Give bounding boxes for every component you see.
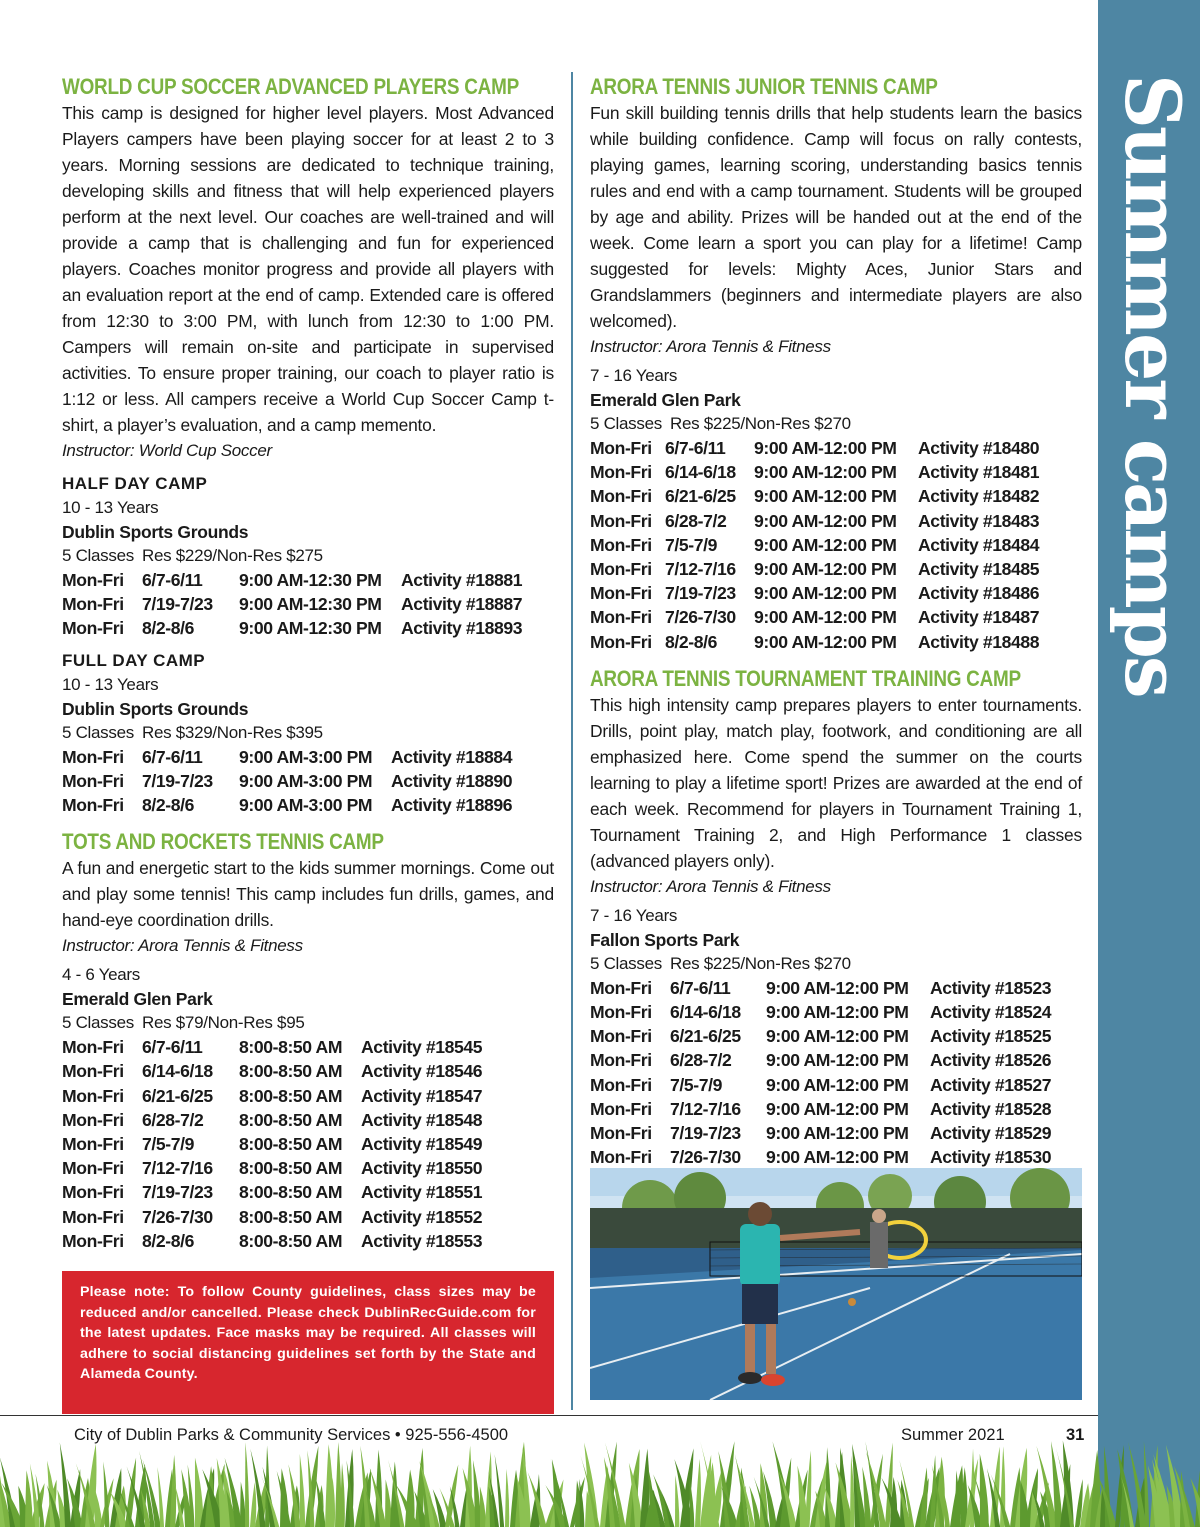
- half-day-camp: [62, 472, 554, 641]
- full-day-ages: 10 - 13 Years: [62, 674, 159, 694]
- schedule-dates: 6/28-7/2: [665, 510, 727, 531]
- schedule-time: 8:00-8:50 AM: [239, 1061, 343, 1082]
- tournament-camp-section: [590, 666, 1082, 1194]
- schedule-time: 8:00-8:50 AM: [239, 1085, 343, 1106]
- schedule-dates: 6/14-6/18: [670, 1002, 741, 1023]
- schedule-dates: 7/19-7/23: [142, 770, 213, 791]
- schedule-row: [62, 769, 554, 793]
- schedule-row: [62, 1180, 554, 1204]
- schedule-dates: 8/2-8/6: [665, 631, 717, 652]
- soccer-camp-title: WORLD CUP SOCCER ADVANCED PLAYERS CAMP: [62, 74, 519, 99]
- schedule-dates: 6/7-6/11: [142, 1037, 203, 1058]
- tots-camp-location: Emerald Glen Park: [62, 989, 213, 1010]
- sidebar-title: Summer camps: [1108, 74, 1197, 696]
- schedule-row: [590, 533, 1082, 557]
- schedule-time: 8:00-8:50 AM: [239, 1182, 343, 1203]
- schedule-dates: 7/19-7/23: [665, 583, 736, 604]
- schedule-days: Mon-Fri: [590, 462, 652, 483]
- schedule-days: Mon-Fri: [590, 631, 652, 652]
- schedule-activity: Activity #18523: [930, 977, 1052, 998]
- schedule-days: Mon-Fri: [590, 559, 652, 580]
- schedule-days: Mon-Fri: [590, 1026, 652, 1047]
- schedule-row: [590, 484, 1082, 508]
- schedule-days: Mon-Fri: [590, 977, 652, 998]
- schedule-dates: 7/5-7/9: [665, 534, 717, 555]
- junior-camp-ages: 7 - 16 Years: [590, 366, 678, 385]
- soccer-camp-section: [62, 74, 554, 817]
- half-day-fee: Res $229/Non-Res $275: [142, 546, 323, 565]
- schedule-time: 9:00 AM-12:00 PM: [754, 583, 897, 604]
- schedule-days: Mon-Fri: [590, 1098, 652, 1119]
- schedule-days: Mon-Fri: [590, 583, 652, 604]
- schedule-time: 9:00 AM-12:00 PM: [754, 486, 897, 507]
- right-column: [590, 70, 1082, 1194]
- schedule-dates: 7/12-7/16: [665, 559, 736, 580]
- schedule-row: [590, 1145, 1082, 1169]
- schedule-activity: Activity #18552: [361, 1206, 483, 1227]
- schedule-row: [590, 630, 1082, 654]
- schedule-row: [62, 745, 554, 769]
- schedule-time: 9:00 AM-12:00 PM: [766, 977, 909, 998]
- schedule-dates: 7/12-7/16: [670, 1098, 741, 1119]
- schedule-time: 8:00-8:50 AM: [239, 1037, 343, 1058]
- schedule-activity: Activity #18553: [361, 1230, 483, 1251]
- schedule-days: Mon-Fri: [62, 594, 124, 615]
- schedule-time: 8:00-8:50 AM: [239, 1109, 343, 1130]
- half-day-fee-line: [62, 544, 554, 568]
- schedule-activity: Activity #18551: [361, 1182, 483, 1203]
- schedule-time: 9:00 AM-12:00 PM: [754, 510, 897, 531]
- schedule-row: [62, 592, 554, 616]
- schedule-time: 8:00-8:50 AM: [239, 1230, 343, 1251]
- full-day-schedule: [62, 745, 554, 818]
- schedule-time: 9:00 AM-12:00 PM: [754, 534, 897, 555]
- full-day-camp: [62, 649, 554, 818]
- tots-camp-instructor: Instructor: Arora Tennis & Fitness: [62, 936, 303, 956]
- schedule-row: [590, 509, 1082, 533]
- schedule-row: [62, 1156, 554, 1180]
- schedule-activity: Activity #18486: [918, 583, 1040, 604]
- schedule-row: [62, 1205, 554, 1229]
- schedule-time: 9:00 AM-12:30 PM: [239, 618, 382, 639]
- schedule-dates: 6/7-6/11: [142, 746, 203, 767]
- full-day-fee: Res $329/Non-Res $395: [142, 722, 323, 742]
- schedule-time: 9:00 AM-12:30 PM: [239, 570, 382, 590]
- schedule-time: 9:00 AM-3:00 PM: [239, 746, 373, 767]
- schedule-days: Mon-Fri: [62, 1182, 124, 1203]
- schedule-days: Mon-Fri: [62, 1061, 124, 1082]
- page-number: 31: [1066, 1426, 1085, 1444]
- schedule-activity: Activity #18896: [391, 795, 513, 816]
- schedule-dates: 6/21-6/25: [142, 1085, 213, 1106]
- schedule-dates: 6/21-6/25: [665, 486, 736, 507]
- soccer-camp-instructor: Instructor: World Cup Soccer: [62, 441, 272, 460]
- half-day-schedule: [62, 568, 554, 641]
- schedule-days: Mon-Fri: [62, 1085, 124, 1106]
- schedule-days: Mon-Fri: [62, 1230, 124, 1251]
- schedule-activity: Activity #18549: [361, 1134, 483, 1155]
- schedule-row: [590, 605, 1082, 629]
- schedule-days: Mon-Fri: [590, 534, 652, 555]
- schedule-row: [590, 436, 1082, 460]
- tournament-camp-description: This high intensity camp prepares players to enter tournaments. Drills, point play, match play, footwork, and conditioning are all emphasized here. Come spend the summer on the courts learning to play a lifetime sport! Prizes are awarded at the end of each week. Recommend for players in Tournament Training 1, Tournament Training 2, and High Performance 1 classes (advanced players only).: [590, 694, 1082, 871]
- tots-camp-fee-line: [62, 1011, 554, 1035]
- schedule-dates: 6/7-6/11: [670, 977, 731, 998]
- junior-camp-description: Fun skill building tennis drills that help students learn the basics while building confidence. Camp will focus on rally contests, playing games, learning scoring, understanding basics tennis rules and end with a camp tournament. Students will be grouped by age and ability. Prizes will be handed out at the end of the week. Come learn a sport you can play for a lifetime! Camp suggested for levels: Mighty Aces, Junior Stars and Grandslammers (beginners and intermediate players are also welcomed).: [590, 103, 1082, 331]
- schedule-row: [62, 793, 554, 817]
- schedule-dates: 6/7-6/11: [142, 570, 203, 590]
- schedule-activity: Activity #18548: [361, 1109, 483, 1130]
- full-day-heading: FULL DAY CAMP: [62, 650, 206, 670]
- schedule-time: 9:00 AM-12:00 PM: [766, 1147, 909, 1168]
- schedule-days: Mon-Fri: [62, 1158, 124, 1179]
- junior-camp-classes: 5 Classes: [590, 414, 662, 433]
- schedule-row: [62, 1059, 554, 1083]
- schedule-time: 9:00 AM-12:00 PM: [766, 1026, 909, 1047]
- schedule-dates: 8/2-8/6: [142, 618, 194, 639]
- schedule-days: Mon-Fri: [590, 607, 652, 628]
- schedule-time: 9:00 AM-12:30 PM: [239, 594, 382, 615]
- schedule-dates: 7/5-7/9: [670, 1074, 722, 1095]
- schedule-activity: Activity #18881: [401, 570, 523, 590]
- schedule-dates: 6/28-7/2: [670, 1050, 732, 1071]
- schedule-time: 9:00 AM-12:00 PM: [766, 1123, 909, 1144]
- tournament-camp-title: ARORA TENNIS TOURNAMENT TRAINING CAMP: [590, 665, 1021, 691]
- schedule-time: 8:00-8:50 AM: [239, 1134, 343, 1155]
- schedule-time: 9:00 AM-12:00 PM: [754, 631, 897, 652]
- schedule-days: Mon-Fri: [590, 486, 652, 507]
- schedule-activity: Activity #18887: [401, 594, 523, 615]
- tennis-photo: [590, 1168, 1082, 1400]
- junior-camp-fee: Res $225/Non-Res $270: [670, 414, 851, 433]
- schedule-activity: Activity #18488: [918, 631, 1040, 652]
- schedule-time: 9:00 AM-12:00 PM: [754, 438, 897, 458]
- schedule-activity: Activity #18527: [930, 1074, 1052, 1095]
- schedule-row: [62, 616, 554, 640]
- schedule-days: Mon-Fri: [62, 570, 124, 590]
- half-day-heading: HALF DAY CAMP: [62, 474, 208, 493]
- schedule-dates: 7/26-7/30: [142, 1206, 213, 1227]
- junior-camp-schedule: [590, 436, 1082, 654]
- tennis-photo-illustration: [590, 1168, 1082, 1400]
- schedule-days: Mon-Fri: [62, 1206, 124, 1227]
- junior-camp-location: Emerald Glen Park: [590, 390, 741, 410]
- schedule-days: Mon-Fri: [590, 1002, 652, 1023]
- schedule-row: [590, 1097, 1082, 1121]
- schedule-dates: 6/14-6/18: [142, 1061, 213, 1082]
- schedule-row: [590, 460, 1082, 484]
- schedule-activity: Activity #18526: [930, 1050, 1052, 1071]
- schedule-time: 9:00 AM-3:00 PM: [239, 795, 373, 816]
- schedule-activity: Activity #18481: [918, 462, 1040, 483]
- junior-camp-section: [590, 74, 1082, 654]
- schedule-activity: Activity #18528: [930, 1098, 1052, 1119]
- schedule-activity: Activity #18525: [930, 1026, 1052, 1047]
- schedule-time: 8:00-8:50 AM: [239, 1206, 343, 1227]
- schedule-days: Mon-Fri: [62, 1109, 124, 1130]
- covid-notice: Please note: To follow County guidelines, class sizes may be reduced and/or cancelled. Please check DublinRecGuide.com for the latest updates. Face masks may be required. All classes will adhere to social distancing guidelines set forth by the State and Alameda County.: [62, 1271, 554, 1414]
- tots-camp-fee: Res $79/Non-Res $95: [142, 1013, 305, 1033]
- tots-camp-classes: 5 Classes: [62, 1013, 134, 1033]
- schedule-activity: Activity #18546: [361, 1061, 483, 1082]
- tots-camp-ages: 4 - 6 Years: [62, 965, 140, 985]
- half-day-classes: 5 Classes: [62, 546, 134, 565]
- footer-rule: [0, 1415, 1098, 1416]
- schedule-dates: 6/7-6/11: [665, 438, 726, 458]
- schedule-time: 9:00 AM-3:00 PM: [239, 770, 373, 791]
- schedule-row: [62, 568, 554, 592]
- schedule-row: [62, 1229, 554, 1253]
- schedule-activity: Activity #18550: [361, 1158, 483, 1179]
- schedule-activity: Activity #18890: [391, 770, 513, 791]
- tots-camp-section: [62, 829, 554, 1253]
- schedule-activity: Activity #18545: [361, 1037, 483, 1058]
- tots-camp-description: A fun and energetic start to the kids summer mornings. Come out and play some tennis! This camp includes fun drills, games, and hand-eye coordination drills.: [62, 858, 554, 931]
- schedule-activity: Activity #18547: [361, 1085, 483, 1106]
- schedule-time: 9:00 AM-12:00 PM: [754, 559, 897, 580]
- schedule-row: [590, 557, 1082, 581]
- junior-camp-fee-line: [590, 412, 1082, 436]
- schedule-row: [62, 1035, 554, 1059]
- schedule-dates: 7/12-7/16: [142, 1158, 213, 1179]
- full-day-fee-line: [62, 721, 554, 745]
- schedule-days: Mon-Fri: [590, 438, 652, 458]
- schedule-time: 9:00 AM-12:00 PM: [754, 462, 897, 483]
- schedule-activity: Activity #18893: [401, 618, 523, 639]
- schedule-dates: 7/19-7/23: [670, 1123, 741, 1144]
- schedule-dates: 7/5-7/9: [142, 1134, 194, 1155]
- schedule-time: 9:00 AM-12:00 PM: [766, 1074, 909, 1095]
- schedule-activity: Activity #18482: [918, 486, 1040, 507]
- schedule-days: Mon-Fri: [590, 1074, 652, 1095]
- schedule-time: 9:00 AM-12:00 PM: [766, 1050, 909, 1071]
- schedule-row: [590, 1121, 1082, 1145]
- schedule-dates: 6/14-6/18: [665, 462, 736, 483]
- full-day-location: Dublin Sports Grounds: [62, 698, 249, 719]
- grass-decoration: [0, 1440, 1200, 1527]
- schedule-days: Mon-Fri: [62, 618, 124, 639]
- schedule-activity: Activity #18484: [918, 534, 1040, 555]
- schedule-dates: 8/2-8/6: [142, 795, 194, 816]
- schedule-row: [62, 1084, 554, 1108]
- schedule-activity: Activity #18480: [918, 438, 1040, 458]
- schedule-time: 9:00 AM-12:00 PM: [754, 607, 897, 628]
- schedule-time: 8:00-8:50 AM: [239, 1158, 343, 1179]
- schedule-days: Mon-Fri: [590, 1147, 652, 1168]
- half-day-location: Dublin Sports Grounds: [62, 522, 249, 542]
- half-day-ages: 10 - 13 Years: [62, 498, 159, 517]
- schedule-row: [62, 1108, 554, 1132]
- schedule-row: [590, 1024, 1082, 1048]
- schedule-days: Mon-Fri: [590, 510, 652, 531]
- column-divider: [571, 72, 573, 1410]
- tournament-camp-classes: 5 Classes: [590, 953, 662, 973]
- footer-season: Summer 2021: [901, 1426, 1005, 1444]
- schedule-activity: Activity #18530: [930, 1147, 1052, 1168]
- schedule-dates: 6/21-6/25: [670, 1026, 741, 1047]
- tournament-camp-instructor: Instructor: Arora Tennis & Fitness: [590, 876, 831, 896]
- schedule-row: [590, 1048, 1082, 1072]
- schedule-activity: Activity #18529: [930, 1123, 1052, 1144]
- schedule-dates: 8/2-8/6: [142, 1230, 194, 1251]
- tournament-camp-schedule: [590, 976, 1082, 1194]
- schedule-row: [62, 1132, 554, 1156]
- schedule-activity: Activity #18485: [918, 559, 1040, 580]
- full-day-classes: 5 Classes: [62, 722, 134, 742]
- schedule-activity: Activity #18487: [918, 607, 1040, 628]
- tournament-camp-fee-line: [590, 952, 1082, 976]
- schedule-time: 9:00 AM-12:00 PM: [766, 1002, 909, 1023]
- footer-org: City of Dublin Parks & Community Services • 925-556-4500: [74, 1426, 509, 1444]
- schedule-activity: Activity #18884: [391, 746, 513, 767]
- tournament-camp-fee: Res $225/Non-Res $270: [670, 953, 851, 973]
- tots-camp-title: TOTS AND ROCKETS TENNIS CAMP: [62, 829, 384, 855]
- schedule-row: [590, 976, 1082, 1000]
- schedule-activity: Activity #18524: [930, 1002, 1052, 1023]
- schedule-days: Mon-Fri: [590, 1123, 652, 1144]
- schedule-row: [590, 581, 1082, 605]
- schedule-days: Mon-Fri: [62, 770, 124, 791]
- junior-camp-instructor: Instructor: Arora Tennis & Fitness: [590, 337, 831, 356]
- schedule-time: 9:00 AM-12:00 PM: [766, 1098, 909, 1119]
- soccer-camp-description: This camp is designed for higher level players. Most Advanced Players campers have been playing soccer for at least 2 to 3 years. Morning sessions are dedicated to technique training, developing skills and fitness that will help experienced players perform at the next level. Our coaches are well-trained and will provide a camp that is challenging and fun for experienced players. Coaches monitor progress and provide all players with an evaluation report at the end of camp. Extended care is offered from 12:30 to 3:00 PM, with lunch from 12:30 to 1:00 PM. Campers will remain on-site and participate in supervised activities. To ensure proper training, our coach to player ratio is 1:12 or less. All campers receive a World Cup Soccer Camp t-shirt, a player’s evaluation, and a camp memento.: [62, 103, 554, 435]
- schedule-row: [590, 1000, 1082, 1024]
- junior-camp-title: ARORA TENNIS JUNIOR TENNIS CAMP: [590, 74, 938, 99]
- schedule-activity: Activity #18483: [918, 510, 1040, 531]
- left-column: [62, 70, 554, 1414]
- schedule-dates: 7/19-7/23: [142, 1182, 213, 1203]
- schedule-days: Mon-Fri: [62, 1134, 124, 1155]
- schedule-days: Mon-Fri: [62, 795, 124, 816]
- schedule-row: [590, 1073, 1082, 1097]
- schedule-days: Mon-Fri: [590, 1050, 652, 1071]
- schedule-dates: 7/19-7/23: [142, 594, 213, 615]
- tournament-camp-location: Fallon Sports Park: [590, 929, 740, 950]
- schedule-dates: 6/28-7/2: [142, 1109, 204, 1130]
- schedule-days: Mon-Fri: [62, 1037, 124, 1058]
- tots-camp-schedule: [62, 1035, 554, 1253]
- schedule-days: Mon-Fri: [62, 746, 124, 767]
- tournament-camp-ages: 7 - 16 Years: [590, 905, 678, 925]
- schedule-dates: 7/26-7/30: [665, 607, 736, 628]
- schedule-dates: 7/26-7/30: [670, 1147, 741, 1168]
